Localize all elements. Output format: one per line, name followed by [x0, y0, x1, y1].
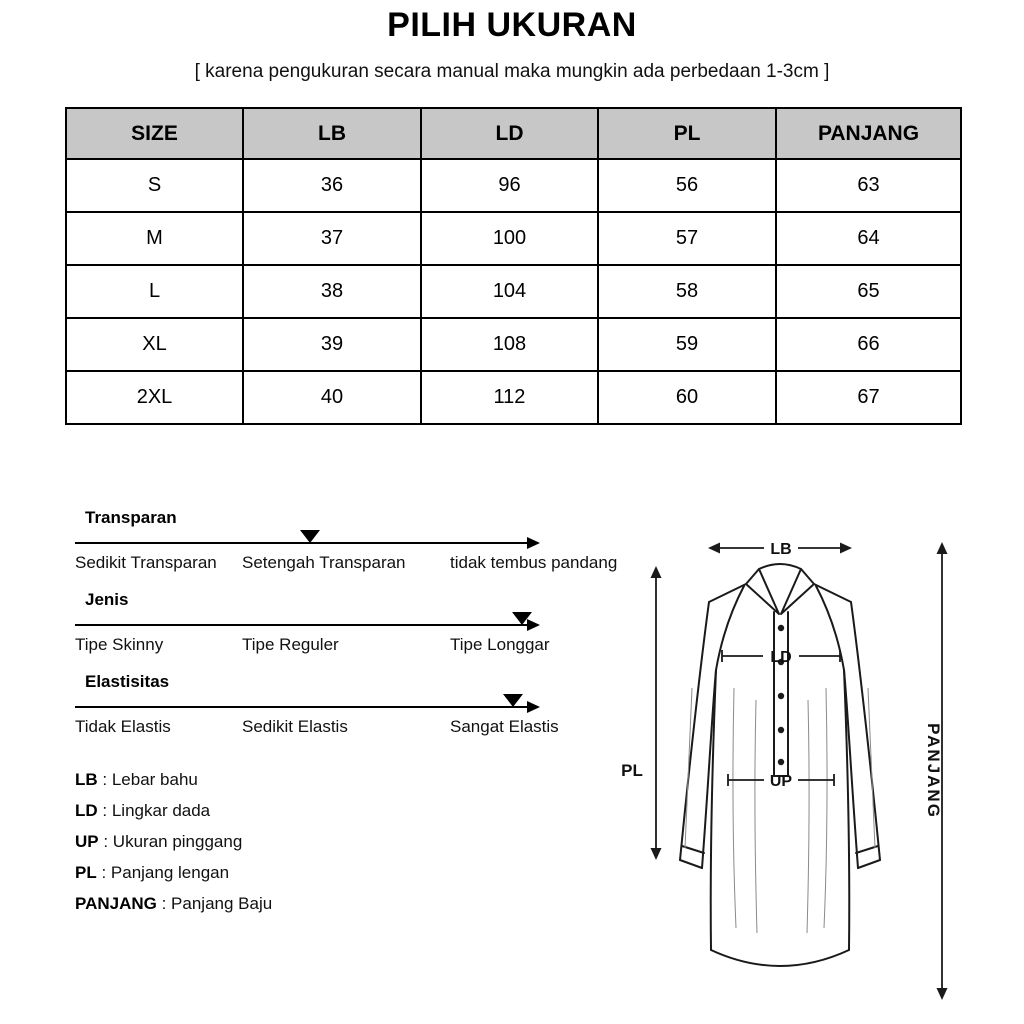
- table-cell: 58: [598, 265, 776, 318]
- legend-desc: Ukuran pinggang: [112, 832, 243, 851]
- table-cell: S: [66, 159, 243, 212]
- scale-axis-line: [75, 706, 527, 708]
- table-cell: 108: [421, 318, 598, 371]
- table-cell: 96: [421, 159, 598, 212]
- shirt-measurement-diagram: [612, 528, 964, 1020]
- legend-abbr: LD: [75, 801, 98, 820]
- marker-triangle-icon: [512, 612, 532, 625]
- scale-option: Tidak Elastis: [75, 717, 171, 736]
- scale-axis-line: [75, 542, 527, 544]
- scale-options: [75, 553, 620, 575]
- scale-elastisitas: [75, 672, 620, 739]
- col-header-lb: LB: [243, 108, 421, 159]
- table-row: [66, 159, 961, 212]
- legend-abbr: LB: [75, 770, 98, 789]
- legend-desc: Lingkar dada: [111, 801, 211, 820]
- measurement-labels: [621, 541, 943, 819]
- legend-item: [75, 895, 272, 913]
- measurement-lines: [656, 548, 942, 990]
- legend-desc: Panjang Baju: [171, 894, 273, 913]
- scale-option: Sedikit Transparan: [75, 553, 217, 572]
- legend-separator: :: [97, 770, 112, 789]
- table-cell: 36: [243, 159, 421, 212]
- marker-triangle-icon: [300, 530, 320, 543]
- legend-abbr: PL: [75, 863, 97, 882]
- legend-separator: :: [96, 863, 111, 882]
- scale-option: Setengah Transparan: [242, 553, 406, 572]
- table-cell: 66: [776, 318, 961, 371]
- scale-option: Sangat Elastis: [450, 717, 559, 736]
- table-cell: 38: [243, 265, 421, 318]
- table-cell: 59: [598, 318, 776, 371]
- scale-options: [75, 717, 620, 739]
- scale-options: [75, 635, 620, 657]
- legend-separator: :: [98, 832, 113, 851]
- scale-transparan: [75, 508, 620, 575]
- col-header-ld: LD: [421, 108, 598, 159]
- table-cell: 64: [776, 212, 961, 265]
- table-cell: 67: [776, 371, 961, 424]
- size-table-header-row: [66, 108, 961, 159]
- marker-triangle-icon: [503, 694, 523, 707]
- table-cell: XL: [66, 318, 243, 371]
- table-cell: 100: [421, 212, 598, 265]
- table-cell: 56: [598, 159, 776, 212]
- table-cell: 37: [243, 212, 421, 265]
- page-title: PILIH UKURAN: [387, 6, 637, 44]
- lb-measure-label: LB: [770, 541, 792, 558]
- table-cell: 63: [776, 159, 961, 212]
- col-header-size: SIZE: [66, 108, 243, 159]
- legend-item: [75, 833, 272, 851]
- ld-measure-label: LD: [770, 649, 792, 666]
- table-row: [66, 265, 961, 318]
- table-cell: 65: [776, 265, 961, 318]
- legend-abbr: UP: [75, 832, 99, 851]
- table-cell: 40: [243, 371, 421, 424]
- scale-jenis: [75, 590, 620, 657]
- measurement-arrowhead-icons: [651, 542, 948, 1000]
- scale-title: Elastisitas: [85, 672, 170, 691]
- legend-item: [75, 802, 272, 820]
- abbreviation-legend: [75, 771, 272, 926]
- scale-option: Tipe Reguler: [242, 635, 339, 654]
- scale-axis-line: [75, 624, 527, 626]
- table-cell: 104: [421, 265, 598, 318]
- scale-option: tidak tembus pandang: [450, 553, 618, 572]
- legend-desc: Panjang lengan: [110, 863, 230, 882]
- legend-separator: :: [156, 894, 172, 913]
- panjang-measure-label: PANJANG: [924, 723, 943, 819]
- scale-option: Tipe Longgar: [450, 635, 550, 654]
- up-measure-label: UP: [769, 773, 793, 790]
- legend-desc: Lebar bahu: [111, 770, 198, 789]
- legend-item: [75, 771, 272, 789]
- scale-title: Jenis: [85, 590, 129, 609]
- scale-option: Tipe Skinny: [75, 635, 164, 654]
- table-cell: L: [66, 265, 243, 318]
- scale-title: Transparan: [85, 508, 177, 527]
- page-subtitle: [ karena pengukuran secara manual maka mungkin ada perbedaan 1-3cm ]: [194, 61, 830, 82]
- col-header-panjang: PANJANG: [776, 108, 961, 159]
- table-cell: 60: [598, 371, 776, 424]
- legend-item: [75, 864, 272, 882]
- legend-abbr: PANJANG: [75, 894, 157, 913]
- table-cell: 39: [243, 318, 421, 371]
- col-header-pl: PL: [598, 108, 776, 159]
- table-cell: 2XL: [66, 371, 243, 424]
- table-row: [66, 318, 961, 371]
- table-cell: 57: [598, 212, 776, 265]
- table-cell: 112: [421, 371, 598, 424]
- size-table: [65, 107, 962, 425]
- pl-measure-label: PL: [621, 761, 643, 780]
- table-row: [66, 212, 961, 265]
- attribute-scales: [75, 508, 620, 754]
- table-cell: M: [66, 212, 243, 265]
- legend-separator: :: [97, 801, 112, 820]
- shirt-buttons: [778, 625, 784, 765]
- table-row: [66, 371, 961, 424]
- scale-option: Sedikit Elastis: [242, 717, 348, 736]
